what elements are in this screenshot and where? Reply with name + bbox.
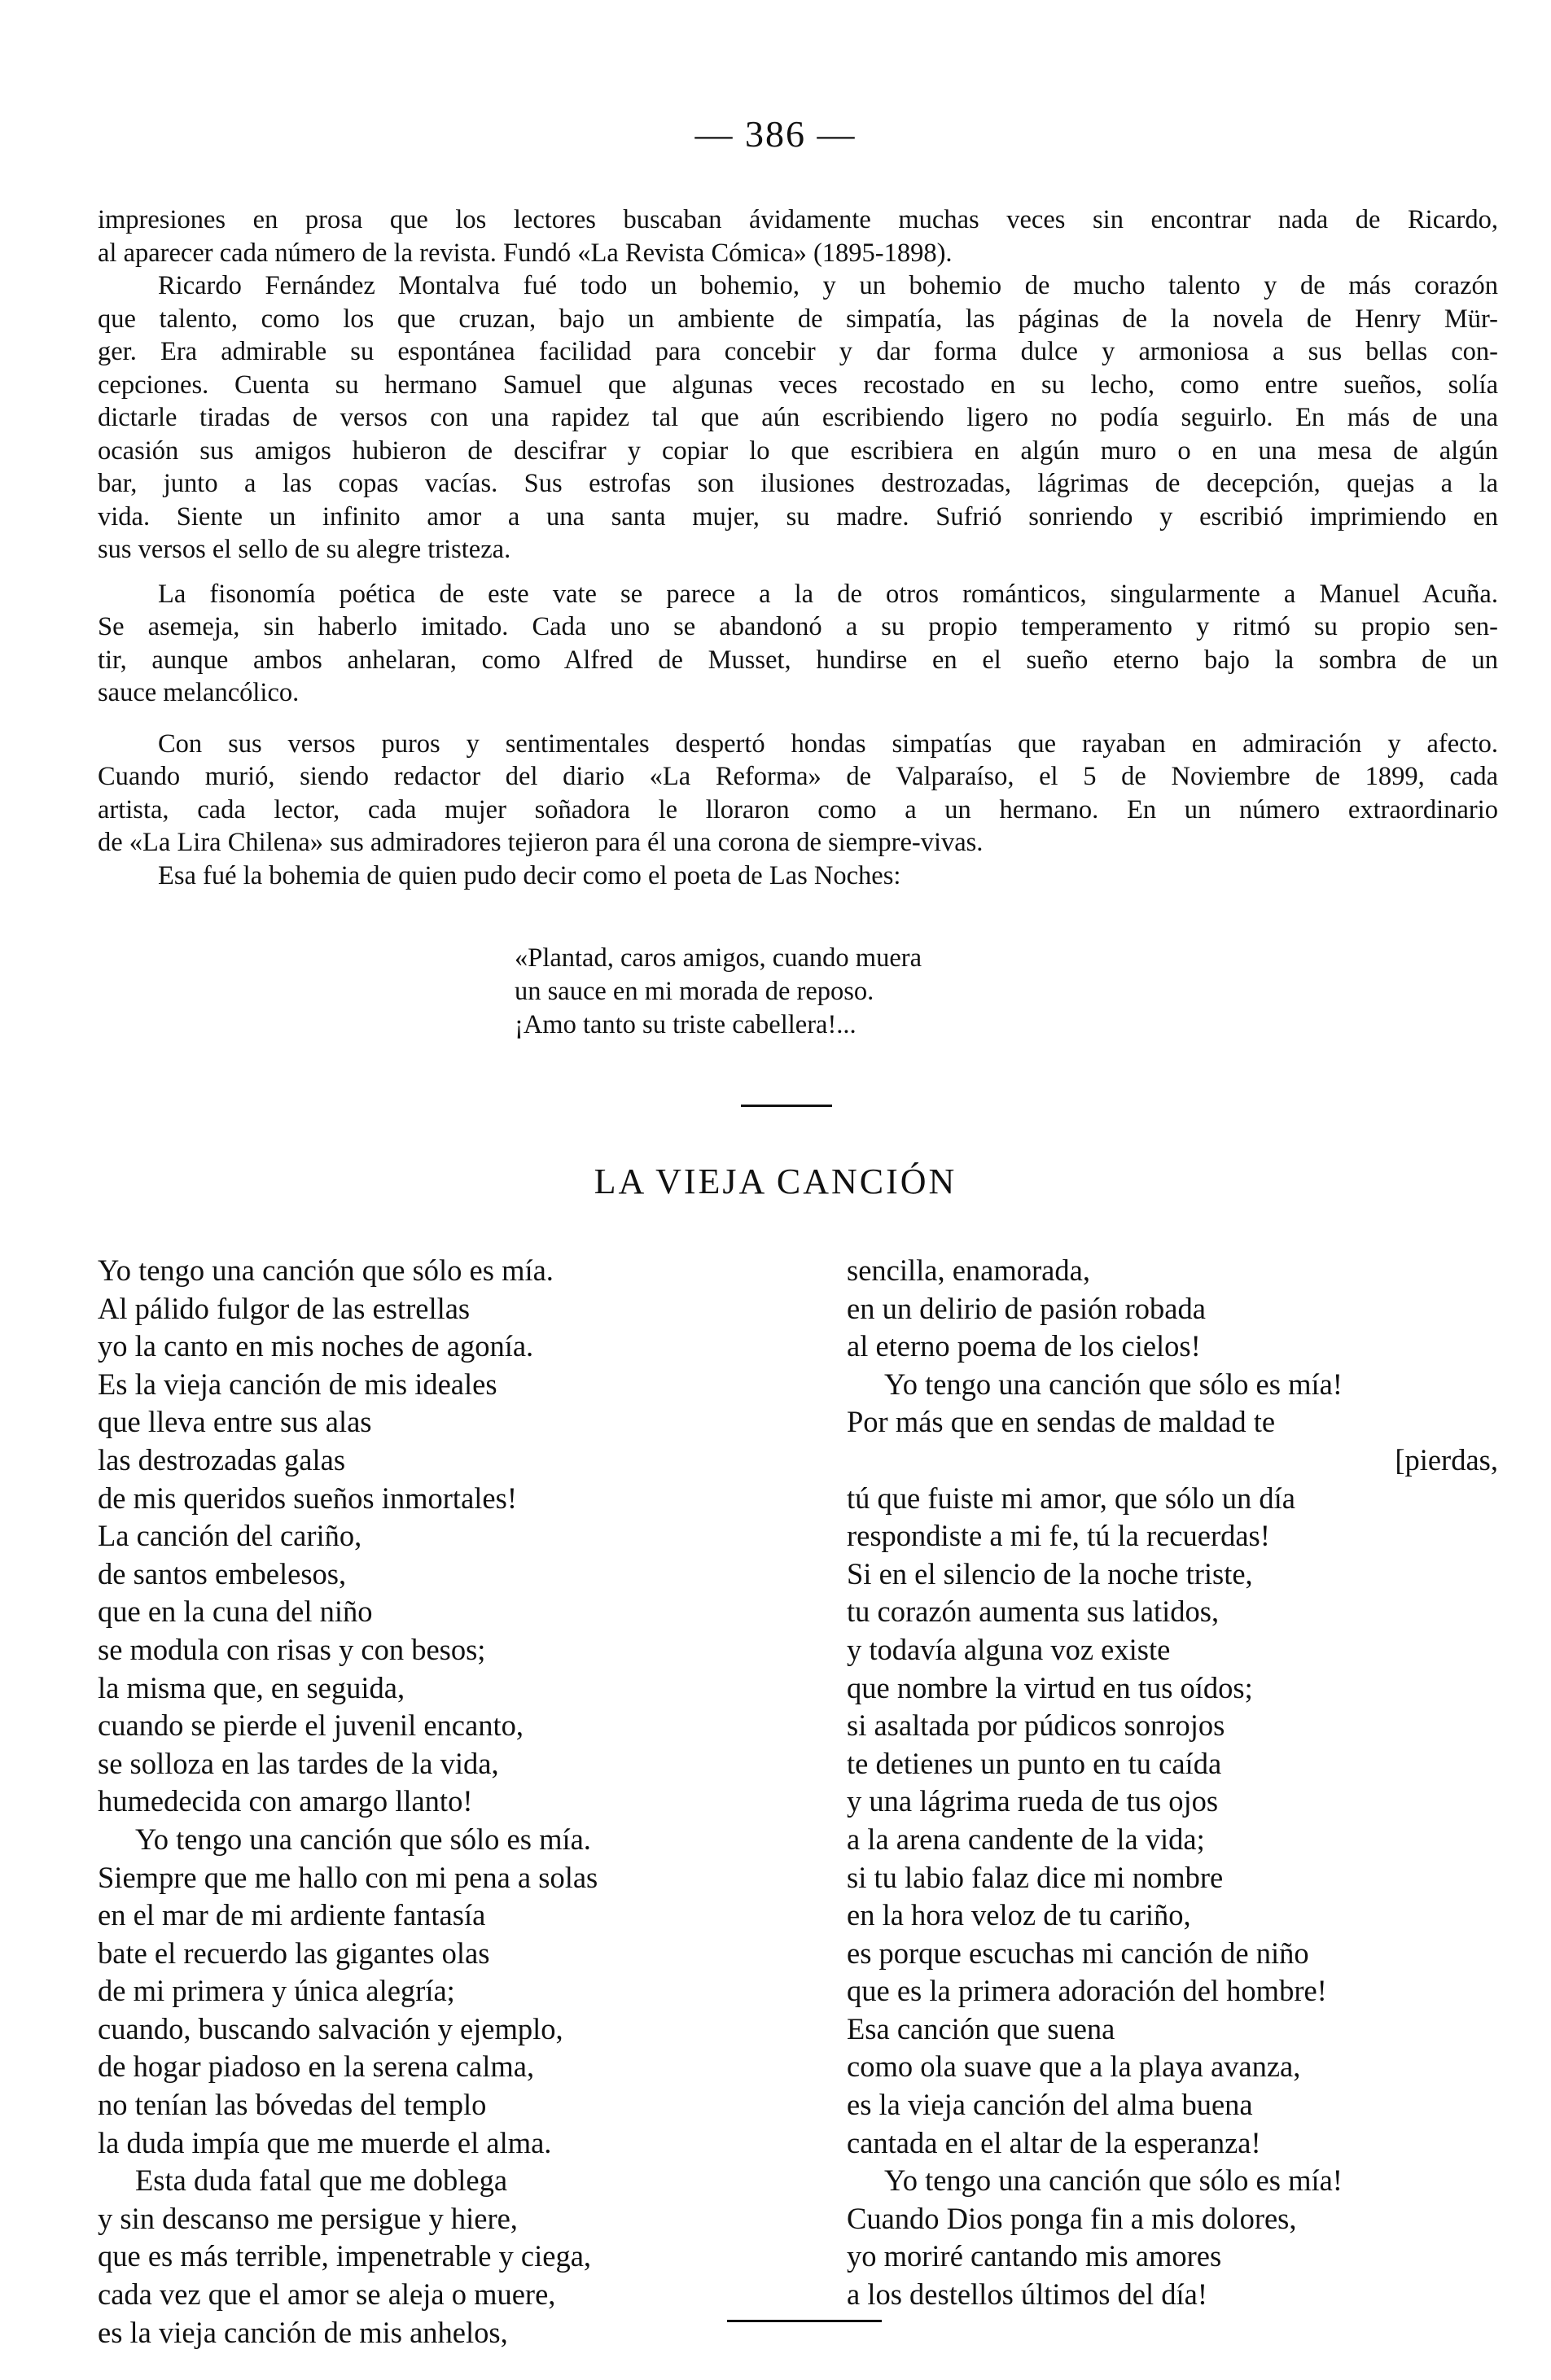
poem-verse: cuando se pierde el juvenil encanto, [98,1708,524,1743]
page-number: — 386 — [694,113,857,155]
text-line: de «La Lira Chilena» sus admiradores tejieron para él una corona de siempre-vivas. [98,828,984,857]
poem-verse: de santos embelesos, [98,1556,347,1590]
poem-verse: Esa canción que suena [847,2011,1115,2045]
poem-verse: cada vez que el amor se aleja o muere, [98,2277,556,2312]
text-line: ocasión sus amigos hubieron de descifrar y copiar lo que escribiera en algún muro o en una mesa de algún [98,435,1498,466]
poem-verse: es porque escuchas mi canción de niño [847,1936,1309,1970]
poem-verse: de hogar piadoso en la serena calma, [98,2050,535,2084]
text-line: que talento, como los que cruzan, bajo un ambiente de simpatía, las páginas de la novela de Henry Mür- [98,304,1498,334]
text-line: Se asemeja, sin haberlo imitado. Cada uno se abandonó a su propio temperamento y ritmó su propio sen- [98,612,1498,641]
poem-verse: se modula con risas y con besos; [98,1632,486,1666]
poem-verse: en un delirio de pasión robada [847,1291,1206,1325]
poem-verse: te detienes un punto en tu caída [847,1746,1222,1780]
poem-verse: sencilla, enamorada, [847,1253,1090,1287]
text-line: Esa fué la bohemia de quien pudo decir como el poeta de Las Noches: [158,860,901,890]
text-line: ger. Era admirable su espontánea facilidad para concebir y dar forma dulce y armoniosa a sus bellas con- [98,337,1498,366]
poem-verse: Si en el silencio de la noche triste, [847,1556,1253,1590]
paragraph-1 [98,203,1498,269]
poem-verse: a los destellos últimos del día! [847,2277,1208,2312]
text-line: Cuando murió, siendo redactor del diario «La Reforma» de Valparaíso, el 5 de Noviembre de 1899, cada [98,762,1498,791]
poem-verse: respondiste a mi fe, tú la recuerdas! [847,1519,1270,1553]
poem-verse: no tenían las bóvedas del templo [98,2088,487,2122]
poem-verse: Yo tengo una canción que sólo es mía. [98,1253,554,1287]
text-line: vida. Siente un infinito amor a una santa mujer, su madre. Sufrió sonriendo y escribió imprimiendo en [98,501,1498,532]
end-divider [727,2320,882,2322]
poem-verse: si tu labio falaz dice mi nombre [847,1860,1224,1894]
poem-verse: cuando, buscando salvación y ejemplo, [98,2011,563,2045]
poem-verse: a la arena candente de la vida; [847,1822,1205,1856]
poem-verse: se solloza en las tardes de la vida, [98,1746,499,1780]
poem-title: LA VIEJA CANCIÓN [594,1162,957,1201]
paragraph-4 [98,728,1498,860]
poem-verse: y todavía alguna voz existe [847,1632,1171,1666]
poem-verse: Siempre que me hallo con mi pena a solas [98,1860,598,1894]
poem-verse: y sin descanso me persigue y hiere, [98,2201,518,2235]
poem-verse: Por más que en sendas de maldad te [847,1405,1276,1439]
poem-verse: que en la cuna del niño [98,1595,373,1629]
poem-verse: Al pálido fulgor de las estrellas [98,1291,471,1325]
text-line: artista, cada lector, cada mujer soñadora le lloraron como a un hermano. En un número extraordinario [98,794,1498,825]
poem-verse: es la vieja canción de mis anhelos, [98,2315,508,2349]
poem-verse: humedecida con amargo llanto! [98,1784,473,1818]
poem-verse: que es la primera adoración del hombre! [847,1974,1327,2008]
poem-verse: la duda impía que me muerde el alma. [98,2125,552,2159]
text-line: tir, aunque ambos anhelaran, como Alfred de Musset, hundirse en el sueño eterno bajo la sombra de un [98,645,1498,675]
text-line: impresiones en prosa que los lectores buscaban ávidamente muchas veces sin encontrar nada de Ricardo, [98,205,1498,234]
text-line: Ricardo Fernández Montalva fué todo un bohemio, y un bohemio de mucho talento y de más corazón [158,271,1498,300]
text-line: sus versos el sello de su alegre tristeza. [98,535,511,564]
poem-verse: en el mar de mi ardiente fantasía [98,1898,486,1932]
poem-verse: si asaltada por púdicos sonrojos [847,1708,1225,1743]
poem-verse: la misma que, en seguida, [98,1670,405,1704]
poem-verse: de mi primera y única alegría; [98,1974,455,2008]
poem-verse: tu corazón aumenta sus latidos, [847,1595,1220,1629]
poem-verse: en la hora veloz de tu cariño, [847,1898,1191,1932]
text-line: dictarle tiradas de versos con una rapidez tal que aún escribiendo ligero no podía seguirlo. En más de una [98,403,1498,432]
epigraph-line: «Plantad, caros amigos, cuando muera [515,943,922,973]
text-line: sauce melancólico. [98,678,300,707]
poem-right-column [847,1252,1498,2314]
poem-verse: y una lágrima rueda de tus ojos [847,1784,1219,1818]
paragraph-3 [98,578,1498,710]
text-line: al aparecer cada número de la revista. Fundó «La Revista Cómica» (1895-1898). [98,238,953,268]
prose-body [98,203,1498,892]
poem-verse: Esta duda fatal que me doblega [135,2163,508,2198]
poem-verse: Yo tengo una canción que sólo es mía. [135,1822,591,1856]
epigraph-quote [515,942,1182,1042]
poem-verse: Yo tengo una canción que sólo es mía! [884,1367,1343,1401]
section-divider [741,1105,832,1107]
epigraph-line: un sauce en mi morada de reposo. [515,977,874,1006]
poem-verse: [pierdas, [1395,1442,1498,1477]
poem-verse: Yo tengo una canción que sólo es mía! [884,2163,1343,2198]
epigraph-line: ¡Amo tanto su triste cabellera!... [515,1010,857,1039]
poem-verse: que es más terrible, impenetrable y ciega, [98,2239,592,2273]
poem-verse: que nombre la virtud en tus oídos; [847,1670,1253,1704]
poem-verse: que lleva entre sus alas [98,1405,372,1439]
poem-verse: yo la canto en mis noches de agonía. [98,1329,534,1363]
poem-verse: es la vieja canción del alma buena [847,2088,1253,2122]
poem-verse: Es la vieja canción de mis ideales [98,1367,497,1401]
text-line: cepciones. Cuenta su hermano Samuel que algunas veces recostado en su lecho, como entre sueños, solía [98,370,1498,400]
poem-verse: bate el recuerdo las gigantes olas [98,1936,490,1970]
poem-verse: La canción del cariño, [98,1519,362,1553]
poem-verse: las destrozadas galas [98,1442,346,1477]
poem-verse: como ola suave que a la playa avanza, [847,2050,1301,2084]
text-line: La fisonomía poética de este vate se parece a la de otros románticos, singularmente a Manuel Acuña. [158,579,1498,609]
paragraph-2 [98,269,1498,567]
poem-left-column [98,1252,773,2352]
text-line: bar, junto a las copas vacías. Sus estrofas son ilusiones destrozadas, lágrimas de decepción, quejas a la [98,469,1498,498]
poem-verse: de mis queridos sueños inmortales! [98,1481,517,1515]
poem-verse: tú que fuiste mi amor, que sólo un día [847,1481,1296,1515]
poem-verse: Cuando Dios ponga fin a mis dolores, [847,2201,1297,2235]
paragraph-5 [98,860,1498,893]
poem-verse: cantada en el altar de la esperanza! [847,2125,1261,2159]
text-line: Con sus versos puros y sentimentales despertó hondas simpatías que rayaban en admiración y afecto. [158,728,1498,759]
poem-verse: yo moriré cantando mis amores [847,2239,1222,2273]
poem-verse: al eterno poema de los cielos! [847,1329,1201,1363]
